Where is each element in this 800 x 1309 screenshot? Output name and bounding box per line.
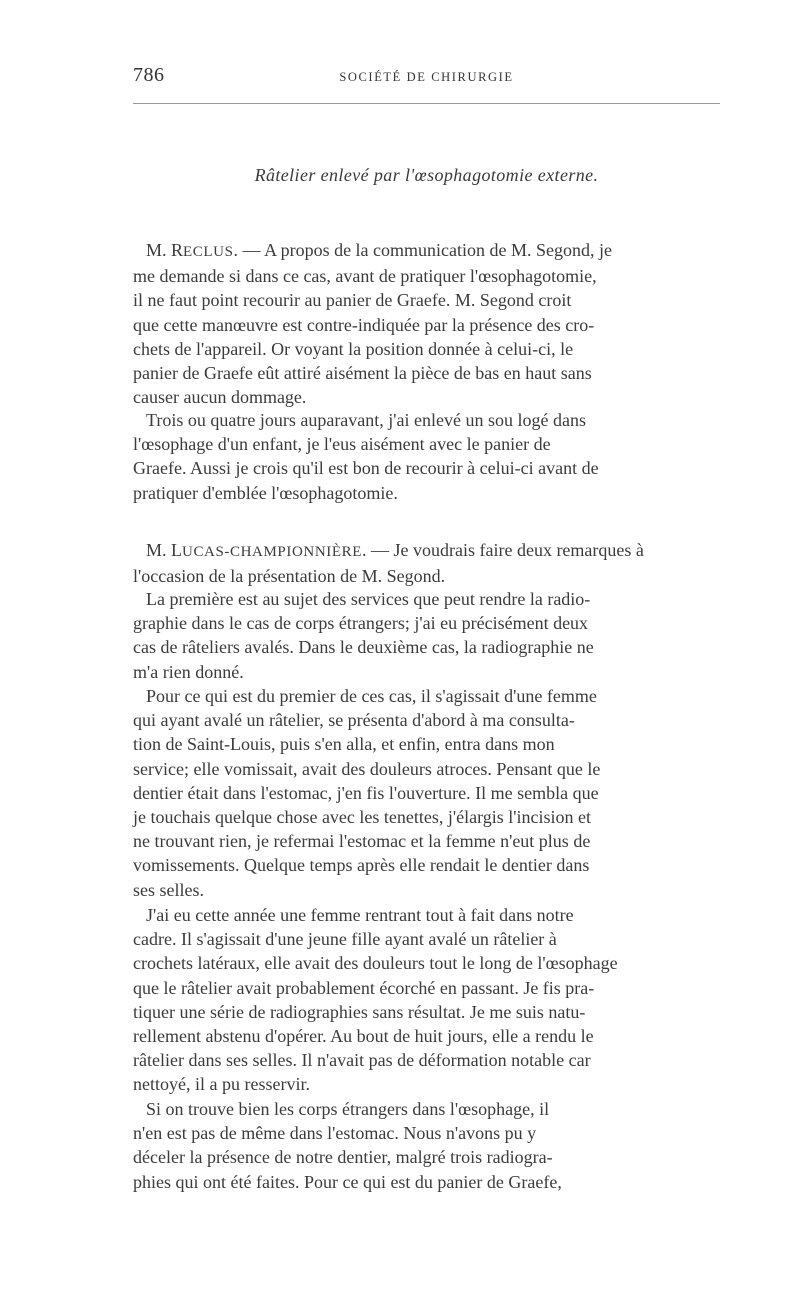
text-line: pratiquer d'emblée l'œsophagotomie.: [133, 482, 398, 503]
text-line: tion de Saint-Louis, puis s'en alla, et enfin, entra dans mon: [133, 734, 555, 755]
text-line: râtelier dans ses selles. Il n'avait pas de déformation notable car: [133, 1050, 591, 1071]
text-line: n'en est pas de même dans l'estomac. Nous n'avons pu y: [133, 1123, 537, 1144]
paragraph: [133, 408, 723, 505]
speaker-name-cap: R: [171, 240, 184, 260]
text-line: m'a rien donné.: [133, 661, 244, 682]
text-line: je touchais quelque chose avec les tenettes, j'élargis l'incision et: [133, 807, 592, 828]
text-line: service; elle vomissait, avait des douleurs atroces. Pensant que le: [133, 758, 601, 779]
text-line: l'œsophage d'un enfant, je l'eus aisément avec le panier de: [133, 434, 551, 455]
text-line: ses selles.: [133, 879, 204, 900]
speaker-prefix: M.: [146, 540, 172, 560]
text-line: cadre. Il s'agissait d'une jeune fille ayant avalé un râtelier à: [133, 929, 557, 950]
paragraph-reclus: [133, 238, 723, 409]
text-line: dentier était dans l'estomac, j'en fis l'ouverture. Il me sembla que: [133, 782, 599, 803]
text-line: causer aucun dommage.: [133, 387, 307, 408]
text-line: me demande si dans ce cas, avant de pratiquer l'œsophagotomie,: [133, 266, 597, 287]
paragraph-lucas-championniere: [133, 538, 723, 588]
journal-title: SOCIÉTÉ DE CHIRURGIE: [339, 70, 514, 84]
text-line: Trois ou quatre jours auparavant, j'ai enlevé un sou logé dans: [146, 410, 586, 430]
text-line: qui ayant avalé un râtelier, se présenta d'abord à ma consulta-: [133, 710, 575, 731]
text-line: déceler la présence de notre dentier, malgré trois radiogra-: [133, 1147, 553, 1168]
text-line: Pour ce qui est du premier de ces cas, il s'agissait d'une femme: [146, 686, 597, 706]
page-number: 786: [133, 64, 165, 86]
text-line: crochets latéraux, elle avait des douleurs tout le long de l'œsophage: [133, 953, 618, 974]
paragraph: [133, 903, 723, 1097]
speaker-prefix: M.: [146, 240, 172, 260]
text-line: graphie dans le cas de corps étrangers; j'ai eu précisément deux: [133, 613, 589, 634]
text-line: tiquer une série de radiographies sans résultat. Je me suis natu-: [133, 1001, 586, 1022]
speaker-suffix: . —: [362, 540, 394, 560]
text-line: l'occasion de la présentation de M. Segond.: [133, 566, 446, 587]
text-line: ne trouvant rien, je refermai l'estomac et la femme n'eut plus de: [133, 831, 591, 852]
speaker-suffix: . —: [233, 240, 265, 260]
text-line: phies qui ont été faites. Pour ce qui est du panier de Graefe,: [133, 1171, 562, 1192]
speaker-name: UCAS-CHAMPIONNIÈRE: [182, 544, 362, 560]
running-header: [133, 64, 720, 90]
text-line: nettoyé, il a pu resservir.: [133, 1074, 310, 1095]
speaker-name: ECLUS: [183, 244, 234, 260]
text-line: M. LUCAS-CHAMPIONNIÈRE. — Je voudrais faire deux remarques à: [133, 538, 723, 564]
text-line: chets de l'appareil. Or voyant la position donnée à celui-ci, le: [133, 338, 574, 359]
text-line: que cette manœuvre est contre-indiquée par la présence des cro-: [133, 314, 595, 335]
text-line: il ne faut point recourir au panier de Graefe. M. Segond croit: [133, 290, 572, 311]
text-line: rellement abstenu d'opérer. Au bout de huit jours, elle a rendu le: [133, 1026, 594, 1047]
text-line: que le râtelier avait probablement écorché en passant. Je fis pra-: [133, 977, 595, 998]
text-line: La première est au sujet des services que peut rendre la radio-: [146, 589, 591, 609]
paragraph: [133, 1097, 723, 1194]
text-line: Graefe. Aussi je crois qu'il est bon de recourir à celui-ci avant de: [133, 458, 599, 479]
text-line: vomissements. Quelque temps après elle rendait le dentier dans: [133, 855, 590, 876]
speaker-name-cap: L: [171, 540, 183, 560]
text-line: M. RECLUS. — A propos de la communication de M. Segond, je: [133, 238, 723, 264]
text-line: cas de râteliers avalés. Dans le deuxième cas, la radiographie ne: [133, 637, 594, 658]
text-line: panier de Graefe eût attiré aisément la pièce de bas en haut sans: [133, 363, 592, 384]
paragraph: [133, 587, 723, 684]
paragraph: [133, 684, 723, 902]
header-rule: [133, 103, 720, 104]
section-title: Râtelier enlevé par l'œsophagotomie externe.: [254, 165, 599, 185]
text-line: Si on trouve bien les corps étrangers dans l'œsophage, il: [146, 1099, 550, 1119]
text-line: J'ai eu cette année une femme rentrant tout à fait dans notre: [146, 905, 574, 925]
